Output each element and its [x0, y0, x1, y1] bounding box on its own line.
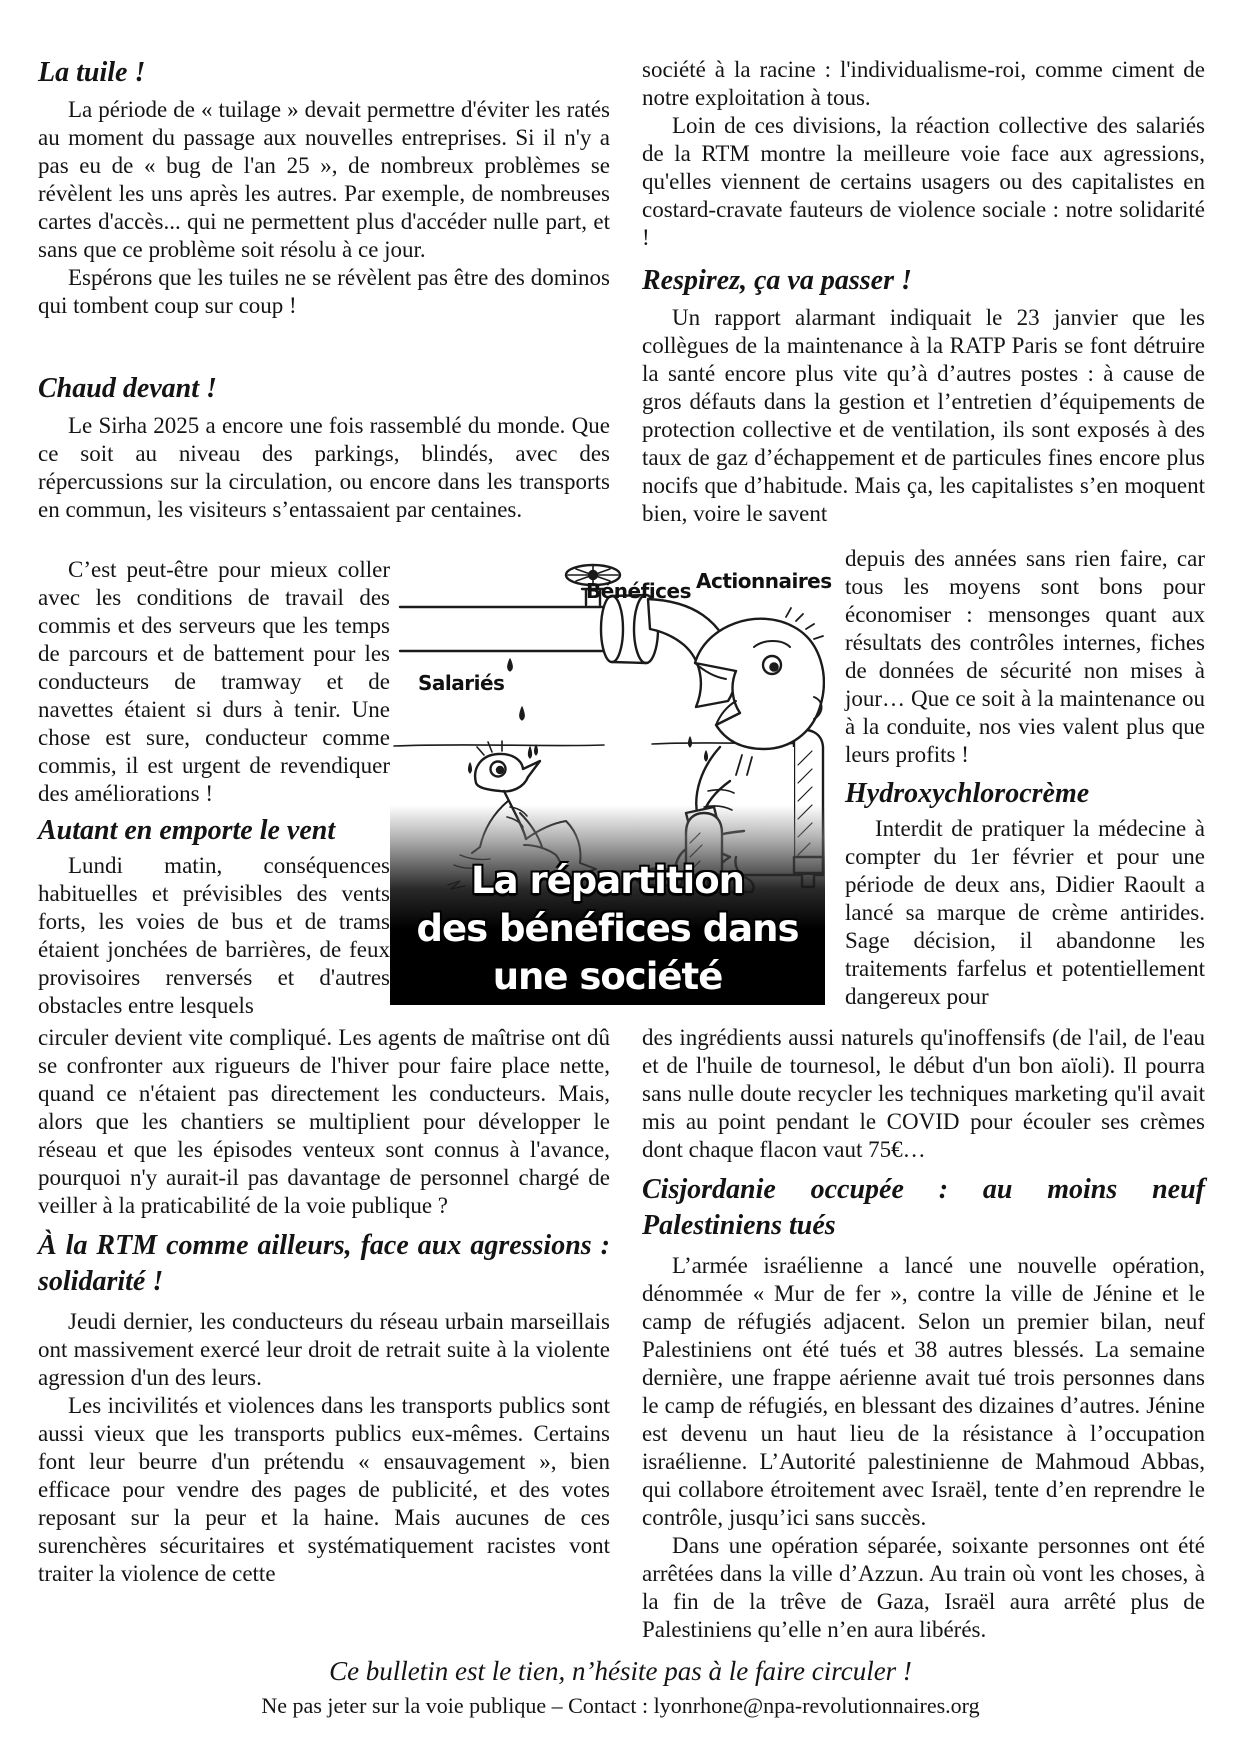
- section-la-tuile: [38, 56, 610, 320]
- paragraph: depuis des années sans rien faire, car tous les moyens sont bons pour économiser : mensonges quant aux résultats des contrôles internes, fiches de données de sécurité non mises à jour… Que ce soit à la maintenance ou à la conduite, nos vies valent plus que leurs profits !: [845, 546, 1205, 767]
- section-title: La tuile !: [38, 57, 146, 88]
- section-title-line1: À la RTM comme ailleurs, face aux agressions :: [38, 1230, 610, 1261]
- section-title: Hydroxychlorocrème: [845, 778, 1090, 809]
- section-title: Respirez, ça va passer !: [642, 265, 912, 296]
- left-narrow-text: [38, 556, 390, 1020]
- paragraph: Espérons que les tuiles ne se révèlent pas être des dominos qui tombent coup sur coup !: [38, 265, 610, 318]
- cartoon-label-benefices: Bénéfices: [586, 579, 691, 603]
- cartoon-figure: [390, 555, 832, 1005]
- right-narrow-text: [845, 545, 1205, 1011]
- section-vent-continuation: [38, 1024, 610, 1588]
- paragraph: Interdit de pratiquer la médecine à compter du 1er février et pour une période de deux ans, Didier Raoult a lancé sa marque de crème antirides. Sage décision, il abandonne les traitements farfelus et potentiellement dangereux pour: [845, 816, 1205, 1009]
- section-intro-respirez: [642, 56, 1205, 528]
- paragraph: Lundi matin, conséquences habituelles et prévisibles des vents forts, les voies de bus et de trams étaient jonchées de barrières, de feux provisoires renversés et d'autres obstacles entre lesquels: [38, 853, 390, 1018]
- paragraph: Jeudi dernier, les conducteurs du réseau urbain marseillais ont massivement exercé leur droit de retrait suite à la violente agression d'un des leurs.: [38, 1309, 610, 1390]
- section-title-line2: solidarité !: [38, 1266, 164, 1297]
- paragraph: des ingrédients aussi naturels qu'inoffensifs (de l'ail, de l'eau et de l'huile de tournesol, le début d'un bon aïoli). Il pourra sans nulle doute recycler les techniques marketing qu'il avait mis au point pendant le COVID pour écouler ses crèmes dont chaque flacon vaut 75€…: [642, 1025, 1205, 1162]
- section-cisjordanie: [642, 1024, 1205, 1644]
- cartoon-label-actionnaires: Actionnaires: [696, 569, 832, 593]
- paragraph: La période de « tuilage » devait permettre d'éviter les ratés au moment du passage aux nouvelles entreprises. Si il n'y a pas eu de « bug de l'an 25 », de nombreux problèmes se révèlent les uns après les autres. Par exemple, de nombreuses cartes d'accès... qui ne permettent plus d'accéder nulle part, et sans que ce problème soit résolu à ce jour.: [38, 97, 610, 262]
- section-title: [38, 1228, 610, 1300]
- paragraph: L’armée israélienne a lancé une nouvelle opération, dénommée « Mur de fer », contre la ville de Jénine et le camp de réfugiés adjacent. Selon un premier bilan, neuf Palestiniens ont été tués et 38 autres blessés. La semaine dernière, une frappe aérienne avait tué trois personnes dans le camp de réfugiés, en blessant des dizaines d’autres. Jénine est devenu un haut lieu de la résistance à l’occupation israélienne. L’Autorité palestinienne de Mahmoud Abbas, qui collabore étroitement avec Israël, tente d’en reprendre le contrôle, jusqu’ici sans succès.: [642, 1253, 1205, 1530]
- caption-line2: des bénéfices dans: [416, 907, 799, 950]
- paragraph: Dans une opération séparée, soixante personnes ont été arrêtées dans la ville d’Azzun. Au train où vont les choses, à la fin de la trêve de Gaza, Israël aura arrêté plus de Palestiniens qu’elle n’en aura libérés.: [642, 1533, 1205, 1642]
- section-chaud-devant: [38, 372, 610, 524]
- paragraph: Les incivilités et violences dans les transports publics sont aussi vieux que les transports publics eux-mêmes. Certains font leur beurre d'un prétendu « ensauvagement », bien efficace pour vendre des pages de publicité, et des votes reposant sur la peur et la haine. Mais aucunes de ces surenchères sécuritaires et systématiquement racistes vont traiter la violence de cette: [38, 1393, 610, 1586]
- paragraph: société à la racine : l'individualisme-roi, comme ciment de notre exploitation à tous.: [642, 57, 1205, 110]
- paragraph: circuler devient vite compliqué. Les agents de maîtrise ont dû se confronter aux rigueurs de l'hiver pour faire place nette, quand ce n'étaient pas directement les conducteurs. Mais, alors que les chantiers se multiplient pour développer le réseau et que les épisodes venteux sont connus à l'avance, pourquoi n'y aurait-il pas davantage de personnel chargé de veiller à la praticabilité de la voie publique ?: [38, 1025, 610, 1218]
- section-title-line1: Cisjordanie occupée : au moins neuf: [642, 1174, 1205, 1205]
- cartoon-label-salaries: Salariés: [418, 671, 505, 695]
- section-title: [642, 1172, 1205, 1244]
- paragraph: Un rapport alarmant indiquait le 23 janvier que les collègues de la maintenance à la RATP Paris se font détruire la santé encore plus vite qu’à d’autres postes : à cause de gros défauts dans la gestion et l’entretien d’équipements de protection collective et de ventilation, ils sont exposés à des taux de gaz d’échappement et de particules fines encore plus nocifs que d’habitude. Mais ça, les capitalistes s’en moquent bien, voire le savent: [642, 305, 1205, 526]
- cartoon-caption: [390, 805, 825, 1005]
- paragraph: C’est peut-être pour mieux coller avec les conditions de travail des commis et des serveurs que les temps de parcours et de battement pour les conducteurs de tramway et de navettes étaient si durs à tenir. Une chose est sure, conducteur comme commis, il est urgent de revendiquer des améliorations !: [38, 557, 390, 806]
- paragraph: Le Sirha 2025 a encore une fois rassemblé du monde. Que ce soit au niveau des parkings, blindés, avec des répercussions sur la circulation, ou encore dans les transports en commun, les visiteurs s’entassaient par centaines.: [38, 413, 610, 522]
- caption-line3: une société: [492, 955, 723, 998]
- paragraph: Loin de ces divisions, la réaction collective des salariés de la RTM montre la meilleure voie face aux agressions, qu'elles viennent de certains usagers ou des capitalistes en costard-cravate fauteurs de violence sociale : notre solidarité !: [642, 113, 1205, 250]
- section-title: Autant en emporte le vent: [38, 815, 336, 846]
- footer-contact: Ne pas jeter sur la voie publique – Contact : lyonrhone@npa-revolutionnaires.org: [261, 1693, 980, 1718]
- section-title-line2: Palestiniens tués: [642, 1210, 836, 1241]
- caption-line1: La répartition: [471, 859, 744, 902]
- footer-slogan: Ce bulletin est le tien, n’hésite pas à le faire circuler !: [329, 1656, 912, 1686]
- section-title: Chaud devant !: [38, 373, 217, 404]
